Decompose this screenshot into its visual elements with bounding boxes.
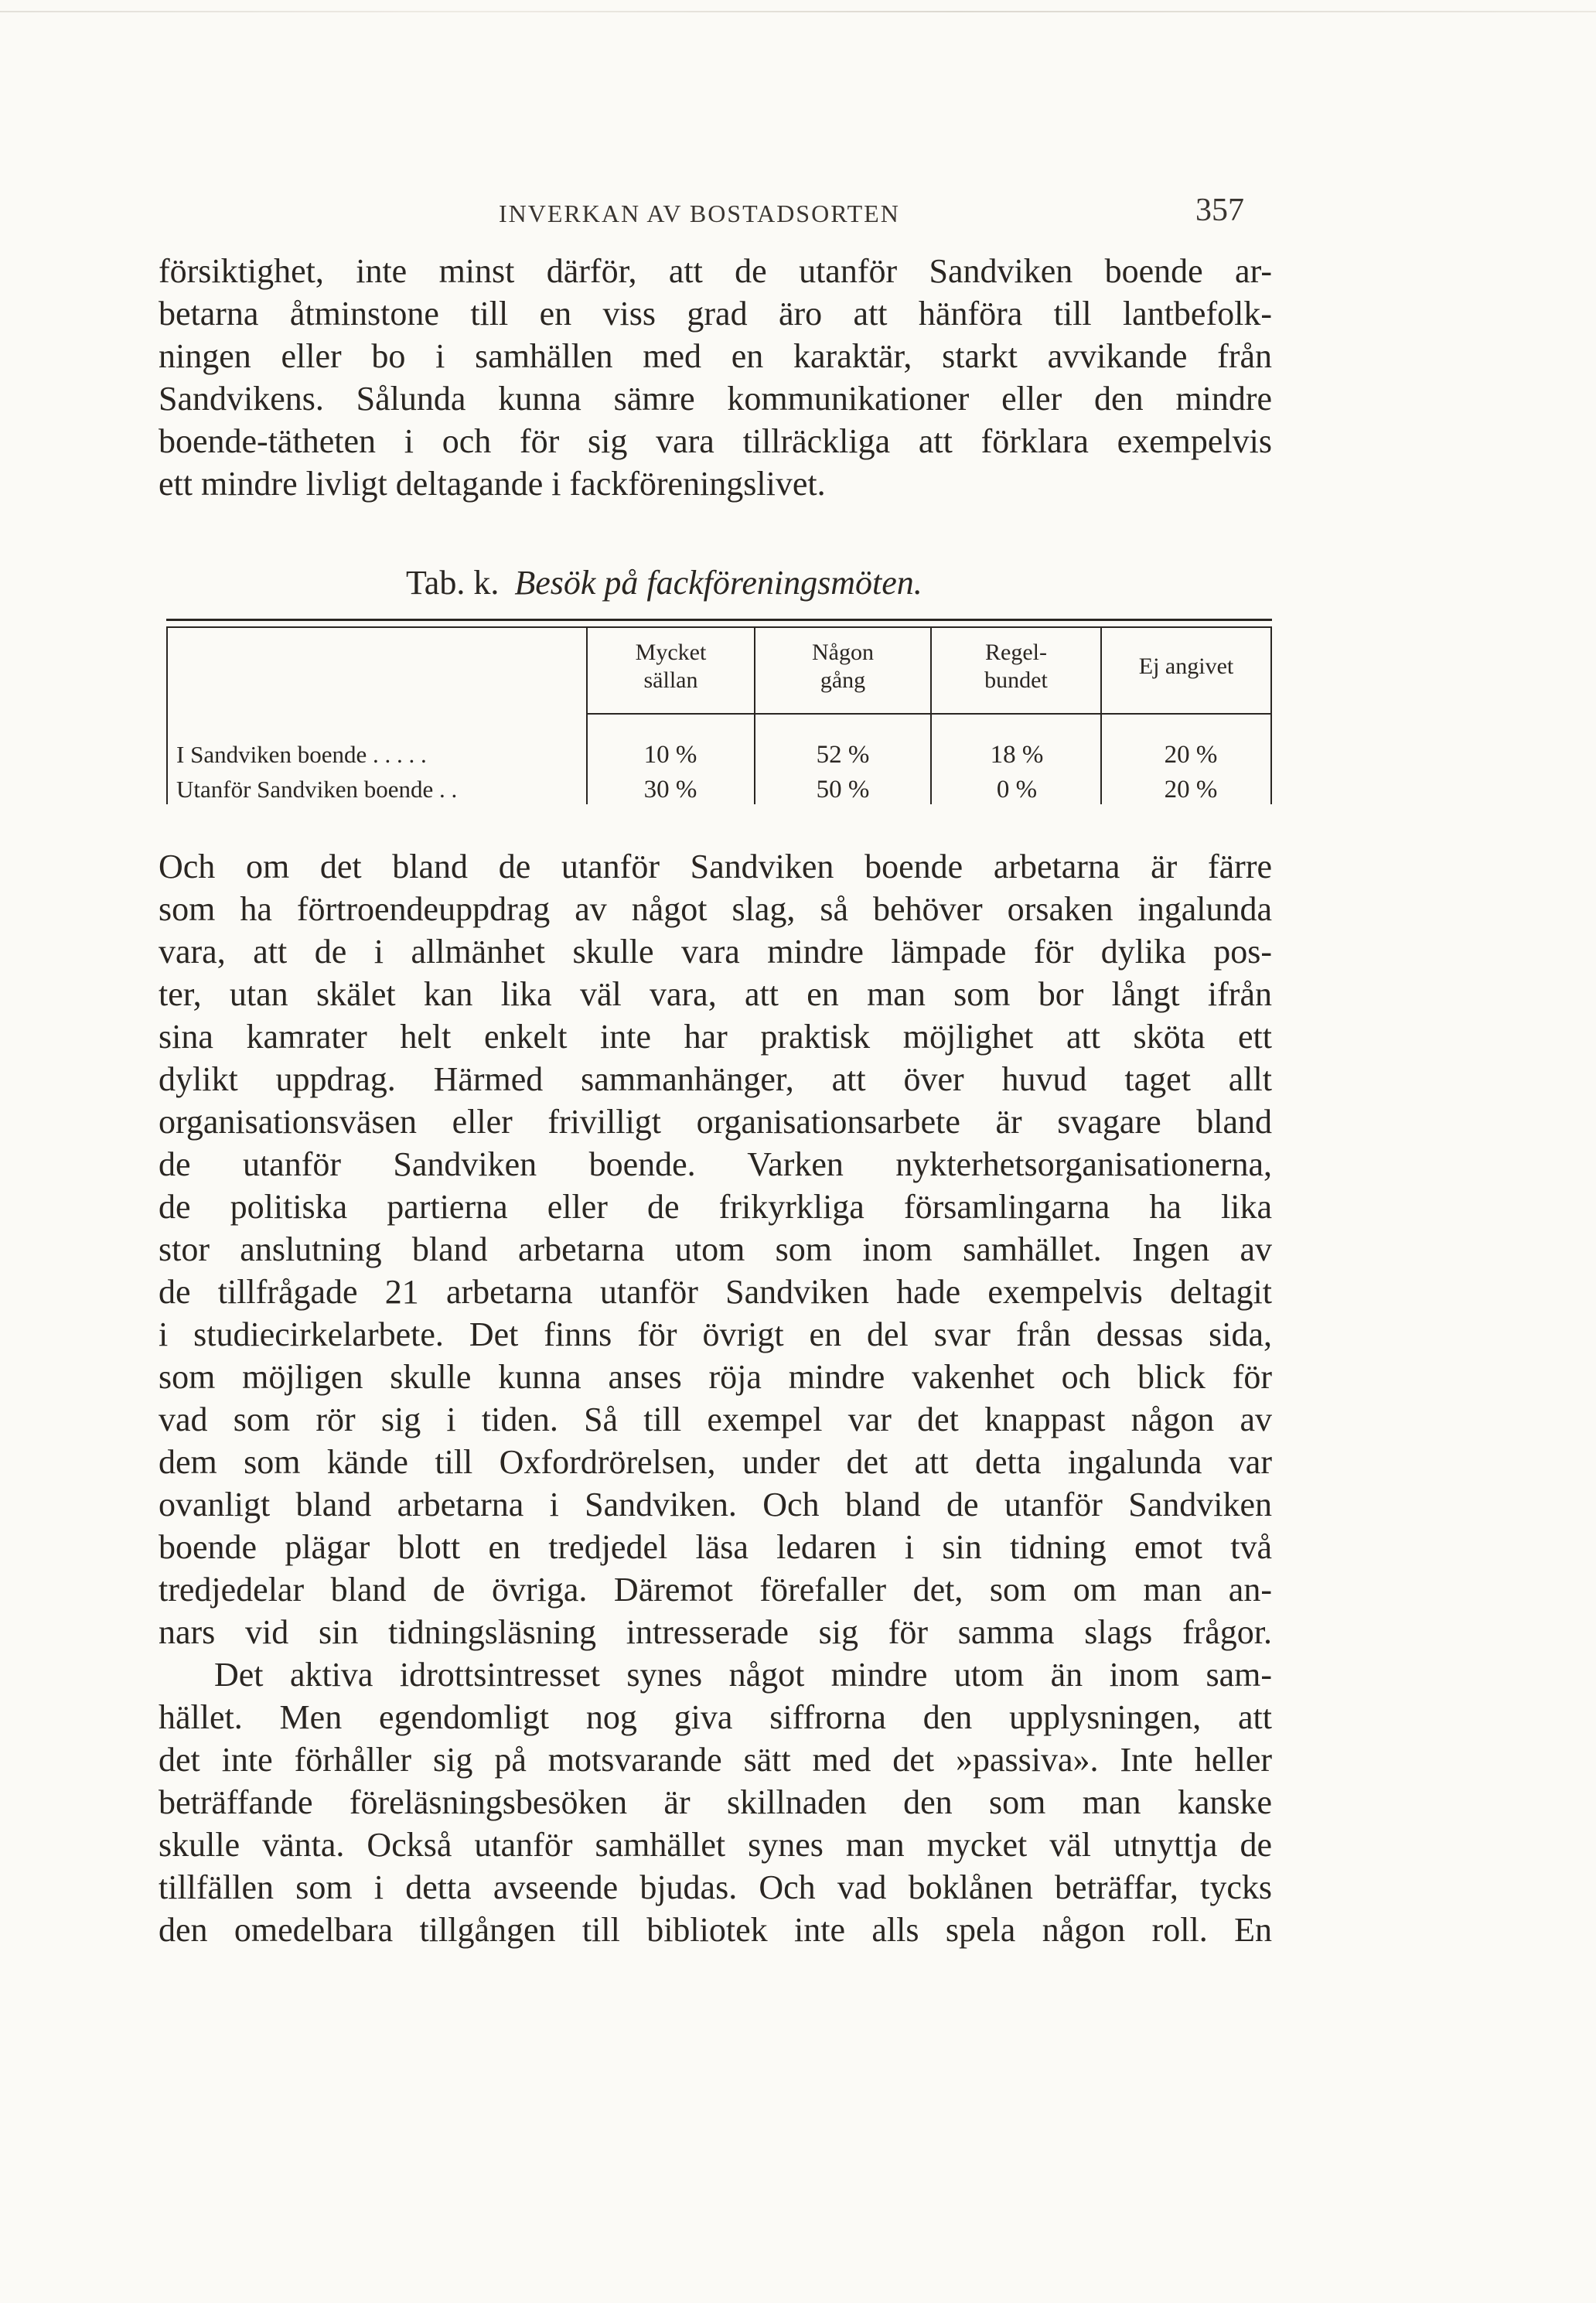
text-line: tredjedelar bland de övriga. Däremot förefaller det, som om man an- [159,1571,1272,1609]
text-line: Sandvikens. Sålunda kunna sämre kommunikationer eller den mindre [159,380,1272,418]
text-line: organisationsväsen eller frivilligt organisationsarbete är svagare bland [159,1103,1272,1141]
text-line: de tillfrågade 21 arbetarna utanför Sandviken hade exempelvis deltagit [159,1273,1272,1311]
text-line: betarna åtminstone till en viss grad äro att hänföra till lantbefolk- [159,295,1272,333]
text-line: skulle vänta. Också utanför samhället synes man mycket väl utnyttja de [159,1826,1272,1864]
text-line: tillfällen som i detta avseende bjudas. Och vad boklånen beträffar, tycks [159,1868,1272,1906]
running-head: INVERKAN AV BOSTADSORTEN [499,200,900,227]
text-line: Och om det bland de utanför Sandviken boende arbetarna är färre [159,848,1272,885]
text-line: ningen eller bo i samhällen med en karaktär, starkt avvikande från [159,337,1272,375]
table-top-rule [166,619,1272,621]
text-line: de politiska partierna eller de frikyrkliga församlingarna ha lika [159,1188,1272,1226]
text-line: som ha förtroendeuppdrag av något slag, så behöver orsaken ingalunda [159,890,1272,928]
text-line: den omedelbara tillgången till bibliotek inte alls spela någon roll. En [159,1911,1272,1949]
table-top-rule-inner [166,626,1272,628]
column-header-line: Ej angivet [1138,653,1234,679]
column-header-ej-angivet [1102,653,1270,681]
table-title: Besök på fackföreningsmöten. [514,564,922,602]
text-line: boende plägar blott en tredjedel läsa ledaren i sin tidning emot två [159,1528,1272,1566]
text-line: Det aktiva idrottsintresset synes något mindre utom än inom sam- [214,1656,1272,1694]
text-line: de utanför Sandviken boende. Varken nykterhetsorganisationerna, [159,1145,1272,1183]
table-cell: 10 % [643,741,697,769]
paragraph-1 [159,250,1272,505]
column-header-regelbundet [932,639,1100,694]
column-header-nagon-gang [755,639,930,694]
row-label: I Sandviken boende . . . . . [176,741,427,768]
text-line: försiktighet, inte minst därför, att de utanför Sandviken boende ar- [159,252,1272,290]
table-cell: 50 % [816,776,870,803]
table-cell: 52 % [816,741,870,769]
table-cell: 20 % [1164,741,1218,769]
table-caption [406,563,922,602]
text-line: ett mindre livligt deltagande i fackföreningslivet. [159,465,826,503]
table-cell: 30 % [643,776,697,803]
column-header-line: Mycket [635,640,707,665]
text-line: ter, utan skälet kan lika väl vara, att en man som bor långt ifrån [159,975,1272,1013]
text-line: det inte förhåller sig på motsvarande sätt med det »passiva». Inte heller [159,1741,1272,1779]
text-line: beträffande föreläsningsbesöken är skillnaden den som man kanske [159,1783,1272,1821]
text-line: vara, att de i allmänhet skulle vara mindre lämpade för dylika pos- [159,933,1272,971]
text-line: dylikt uppdrag. Härmed sammanhänger, att över huvud taget allt [159,1060,1272,1098]
column-header-line: bundet [984,667,1048,693]
table-label: Tab. k. [406,564,500,602]
text-line: i studiecirkelarbete. Det finns för övrigt en del svar från dessas sida, [159,1315,1272,1353]
table-cell: 20 % [1164,776,1218,803]
column-header-line: sällan [643,667,698,693]
text-line: stor anslutning bland arbetarna utom som inom samhället. Ingen av [159,1230,1272,1268]
paragraph-2 [159,845,1272,1653]
text-line: sina kamrater helt enkelt inte har praktisk möjlighet att sköta ett [159,1018,1272,1056]
text-line: hället. Men egendomligt nog giva siffrorna den upplysningen, att [159,1698,1272,1736]
text-line: vad som rör sig i tiden. Så till exempel var det knappast någon av [159,1401,1272,1438]
row-label: Utanför Sandviken boende . . [176,776,458,803]
column-header-mycket-sallan [588,639,754,694]
text-line: dem som kände till Oxfordrörelsen, under det att detta ingalunda var [159,1443,1272,1481]
column-header-line: gång [820,667,866,693]
paragraph-3 [159,1653,1272,1951]
text-line: nars vid sin tidningsläsning intresserade sig för samma slags frågor. [159,1613,1272,1651]
table-cell: 0 % [996,776,1038,803]
page-edge [0,11,1596,12]
table-left-border [166,628,168,804]
text-line: ovanligt bland arbetarna i Sandviken. Och bland de utanför Sandviken [159,1486,1272,1523]
text-line: boende-tätheten i och för sig vara tillräckliga att förklara exempelvis [159,422,1272,460]
page-number: 357 [1195,193,1244,228]
table-cell: 18 % [990,741,1044,769]
column-header-line: Regel- [985,640,1047,665]
column-header-line: Någon [812,640,874,665]
text-line: som möjligen skulle kunna anses röja mindre vakenhet och blick för [159,1358,1272,1396]
